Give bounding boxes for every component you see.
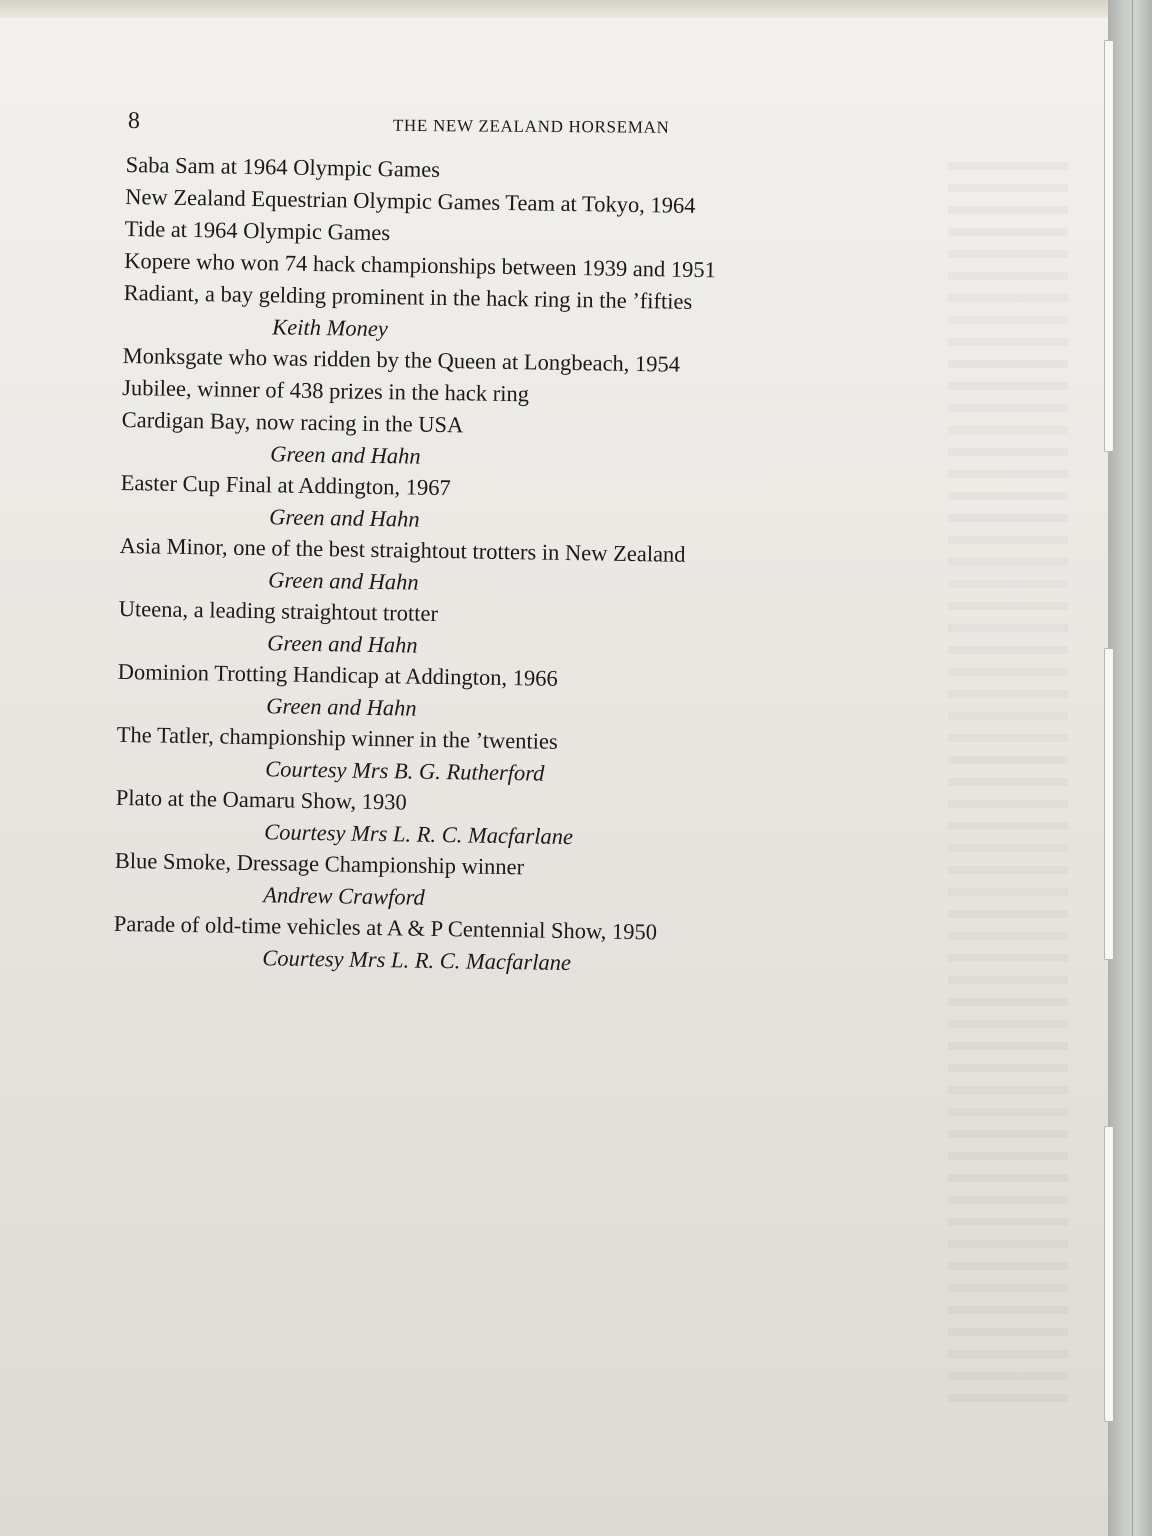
list-entry <box>118 593 839 667</box>
running-title: THE NEW ZEALAND HORSEMAN <box>392 115 670 137</box>
entry-caption: Asia Minor, one of the best straightout trotters in New Zealand <box>119 532 686 567</box>
list-entry <box>123 277 844 351</box>
entry-caption: Cardigan Bay, now racing in the USA <box>121 406 464 438</box>
photo-credit: Courtesy Mrs L. R. C. Macfarlane <box>262 945 572 976</box>
list-entry <box>120 467 841 541</box>
list-entry <box>121 404 842 478</box>
page-stack-edge <box>1108 0 1152 1536</box>
photo-credit: Courtesy Mrs L. R. C. Macfarlane <box>264 819 574 850</box>
photo-credit: Andrew Crawford <box>263 882 425 910</box>
photo-credit: Keith Money <box>272 314 389 342</box>
paper-tab <box>1104 1126 1114 1422</box>
entry-caption: Radiant, a bay gelding prominent in the hack ring in the ’fifties <box>123 279 693 314</box>
photo-credit: Green and Hahn <box>267 630 418 658</box>
entry-caption: The Tatler, championship winner in the ’twenties <box>116 721 558 754</box>
page-number: 8 <box>127 108 140 135</box>
entry-caption: Uteena, a leading straightout trotter <box>118 595 439 626</box>
photo-credit: Courtesy Mrs B. G. Rutherford <box>265 756 545 786</box>
paper-tab <box>1104 648 1114 960</box>
photo-credit: Green and Hahn <box>268 567 419 595</box>
entry-caption: Monksgate who was ridden by the Queen at Longbeach, 1954 <box>122 342 681 377</box>
paper-tab <box>1104 40 1114 452</box>
previous-page-edge <box>0 0 1108 18</box>
entry-caption: Dominion Trotting Handicap at Addington, 1966 <box>117 658 558 691</box>
list-entry <box>113 908 834 982</box>
entry-caption: Parade of old-time vehicles at A & P Centennial Show, 1950 <box>113 910 658 945</box>
list-entry <box>117 656 838 730</box>
entry-caption: Tide at 1964 Olympic Games <box>124 215 391 246</box>
list-entry <box>114 845 835 919</box>
entry-caption: New Zealand Equestrian Olympic Games Team at Tokyo, 1964 <box>125 183 696 218</box>
list-entry <box>119 530 840 604</box>
entry-caption: Easter Cup Final at Addington, 1967 <box>120 469 451 501</box>
entry-caption: Saba Sam at 1964 Olympic Games <box>125 151 441 182</box>
photo-credit: Green and Hahn <box>269 504 420 532</box>
photo-credit: Green and Hahn <box>270 441 421 469</box>
entry-caption: Plato at the Oamaru Show, 1930 <box>115 784 407 815</box>
entry-caption: Kopere who won 74 hack championships between 1939 and 1951 <box>124 247 717 283</box>
list-entry <box>116 719 837 793</box>
list-entry <box>115 782 836 856</box>
illustration-list <box>113 149 846 982</box>
page-header <box>128 108 748 144</box>
entry-caption: Jubilee, winner of 438 prizes in the hack ring <box>122 374 530 407</box>
entry-caption: Blue Smoke, Dressage Championship winner <box>114 847 525 880</box>
photo-credit: Green and Hahn <box>266 693 417 721</box>
show-through-text <box>948 162 1068 1402</box>
